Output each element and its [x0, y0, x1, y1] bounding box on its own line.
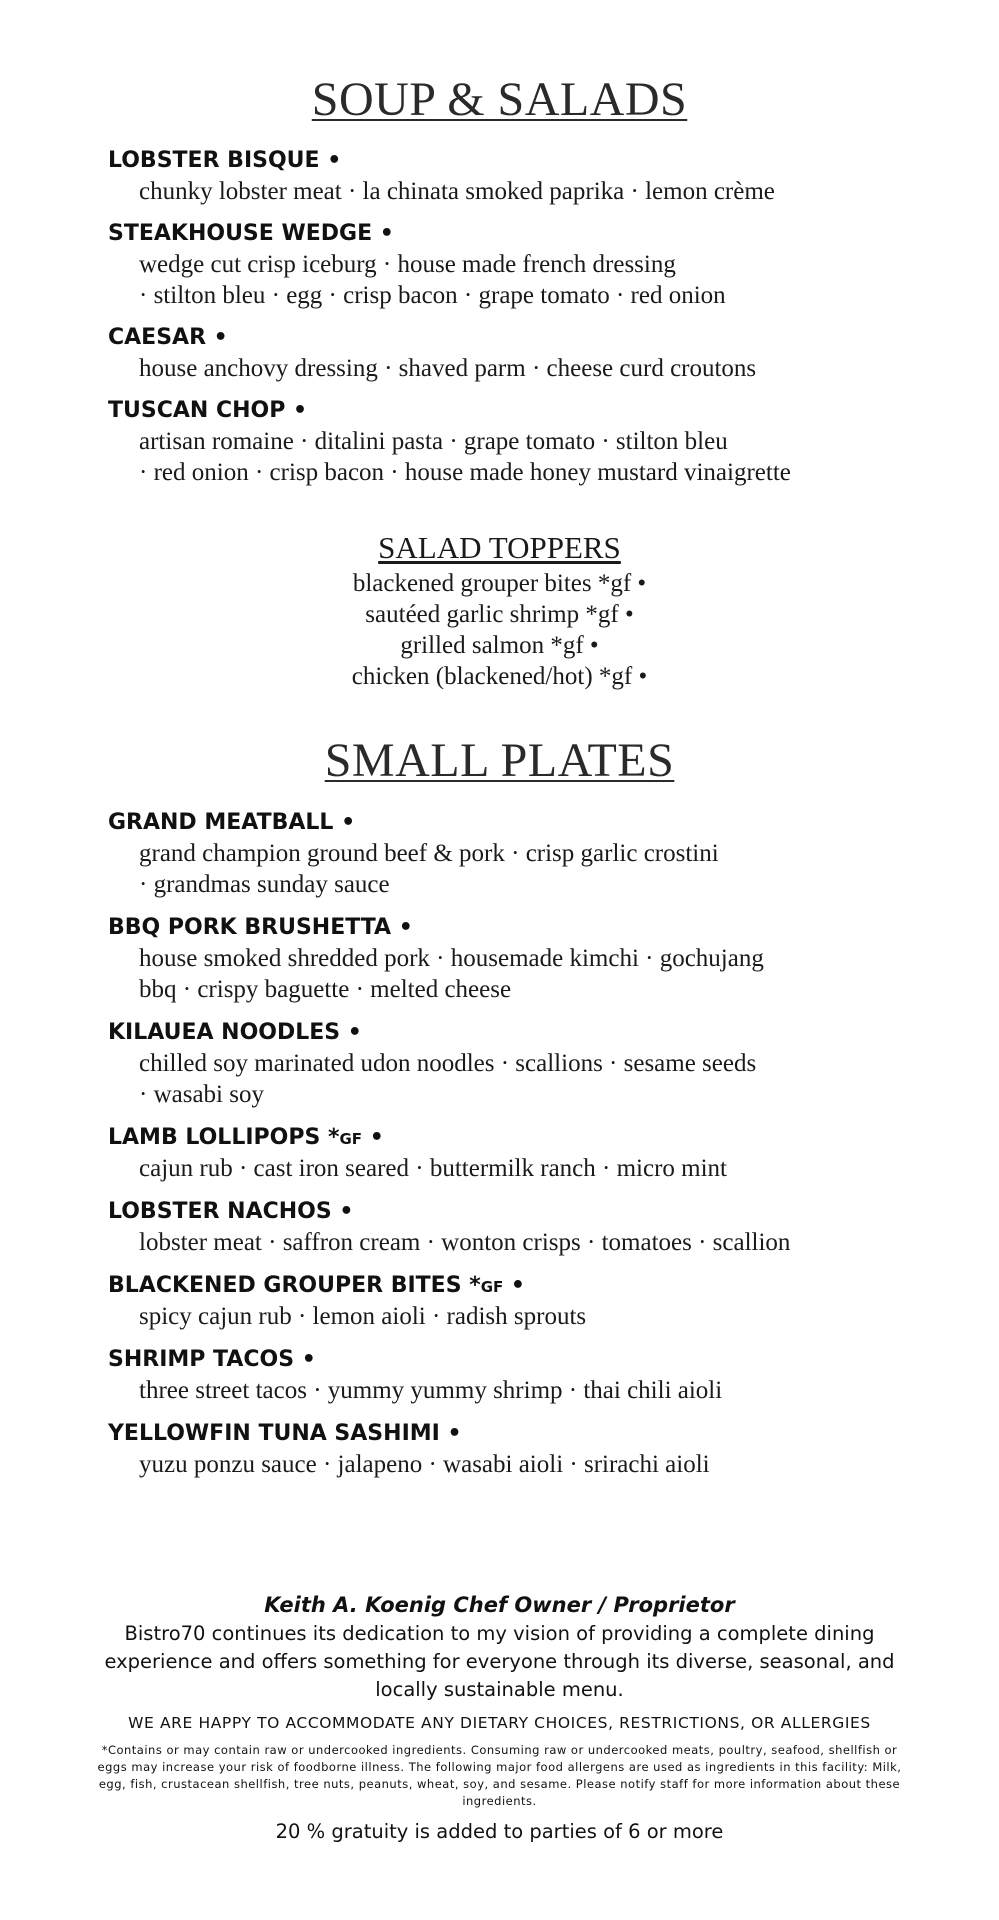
menu-item-name: KILAUEA NOODLES • [108, 1020, 362, 1045]
section-title-small-plates: SMALL PLATES [324, 734, 675, 787]
salad-toppers-title: SALAD TOPPERS [378, 530, 621, 565]
menu-item-name: LOBSTER BISQUE • [108, 148, 342, 173]
menu-item-description: house anchovy dressing · shaved parm · cheese curd croutons [139, 355, 757, 382]
section-title-soup-salads: SOUP & SALADS [311, 73, 688, 126]
menu-item-name: STEAKHOUSE WEDGE • [108, 221, 394, 246]
menu-item-name: YELLOWFIN TUNA SASHIMI • [108, 1421, 462, 1446]
menu-item-name: TUSCAN CHOP • [108, 398, 308, 423]
dietary-notice: WE ARE HAPPY TO ACCOMMODATE ANY DIETARY CHOICES, RESTRICTIONS, OR ALLERGIES [128, 1714, 871, 1732]
gratuity-notice: 20 % gratuity is added to parties of 6 or more [275, 1820, 724, 1843]
menu-item [108, 323, 958, 384]
chef-owner-line: Keith A. Koenig Chef Owner / Proprietor [264, 1593, 735, 1617]
menu-item-description: chilled soy marinated udon noodles · scallions · sesame seeds · wasabi soy [139, 1050, 757, 1108]
menu-item-name: GRAND MEATBALL • [108, 810, 356, 835]
menu-item [108, 1345, 958, 1406]
topper-item: chicken (blackened/hot) *gf • [351, 663, 648, 690]
menu-item-name: SHRIMP TACOS • [108, 1347, 316, 1372]
menu-item-name: BLACKENED GROUPER BITES *gf • [108, 1273, 525, 1298]
menu-item-description: three street tacos · yummy yummy shrimp · thai chili aioli [139, 1377, 723, 1404]
mission-statement: Bistro70 continues its dedication to my vision of providing a complete dining experience and offers something for everyone through its diverse, seasonal, and locally sustainable menu. [104, 1622, 895, 1701]
soup-salads-list [108, 146, 958, 500]
menu-item-name: LOBSTER NACHOS • [108, 1199, 354, 1224]
menu-item-description: house smoked shredded pork · housemade kimchi · gochujang bbq · crispy baguette · melted cheese [139, 945, 764, 1003]
menu-item [108, 1018, 958, 1110]
menu-item [108, 219, 958, 311]
menu-item-description: chunky lobster meat · la chinata smoked paprika · lemon crème [139, 178, 775, 205]
menu-item-name: BBQ PORK BRUSHETTA • [108, 915, 413, 940]
menu-item-description: spicy cajun rub · lemon aioli · radish sprouts [139, 1303, 587, 1330]
topper-item: sautéed garlic shrimp *gf • [365, 601, 634, 628]
small-plates-list [108, 808, 958, 1493]
menu-item [108, 913, 958, 1005]
menu-item-description: artisan romaine · ditalini pasta · grape tomato · stilton bleu · red onion · crisp bacon · house made honey mustard vinaigrette [139, 428, 791, 486]
menu-item-description: wedge cut crisp iceburg · house made french dressing · stilton bleu · egg · crisp bacon · grape tomato · red onion [139, 251, 726, 309]
menu-item [108, 146, 958, 207]
menu-item-description: lobster meat · saffron cream · wonton crisps · tomatoes · scallion [139, 1229, 791, 1256]
topper-item: blackened grouper bites *gf • [352, 570, 647, 597]
menu-footer [0, 1590, 999, 1846]
menu-item [108, 808, 958, 900]
topper-item: grilled salmon *gf • [400, 632, 599, 659]
menu-item [108, 1271, 958, 1332]
menu-item-name: LAMB LOLLIPOPS *gf • [108, 1125, 384, 1150]
menu-item-description: yuzu ponzu sauce · jalapeno · wasabi aioli · srirachi aioli [139, 1451, 710, 1478]
menu-item [108, 1123, 958, 1184]
menu-item-name: CAESAR • [108, 325, 228, 350]
allergen-disclaimer: *Contains or may contain raw or undercooked ingredients. Consuming raw or undercooked meats, poultry, seafood, shellfish or eggs may increase your risk of foodborne illness. The following major food allergens are used as ingredients in this facility: Milk, egg, fish, crustacean shellfish, tree nuts, peanuts, wheat, soy, and sesame. Please notify staff for more information about these ingredients. [97, 1743, 902, 1808]
menu-item [108, 1419, 958, 1480]
menu-item-description: cajun rub · cast iron seared · buttermilk ranch · micro mint [139, 1155, 727, 1182]
menu-item-description: grand champion ground beef & pork · crisp garlic crostini · grandmas sunday sauce [139, 840, 719, 898]
menu-item [108, 1197, 958, 1258]
menu-item [108, 396, 958, 488]
salad-toppers [0, 530, 999, 692]
